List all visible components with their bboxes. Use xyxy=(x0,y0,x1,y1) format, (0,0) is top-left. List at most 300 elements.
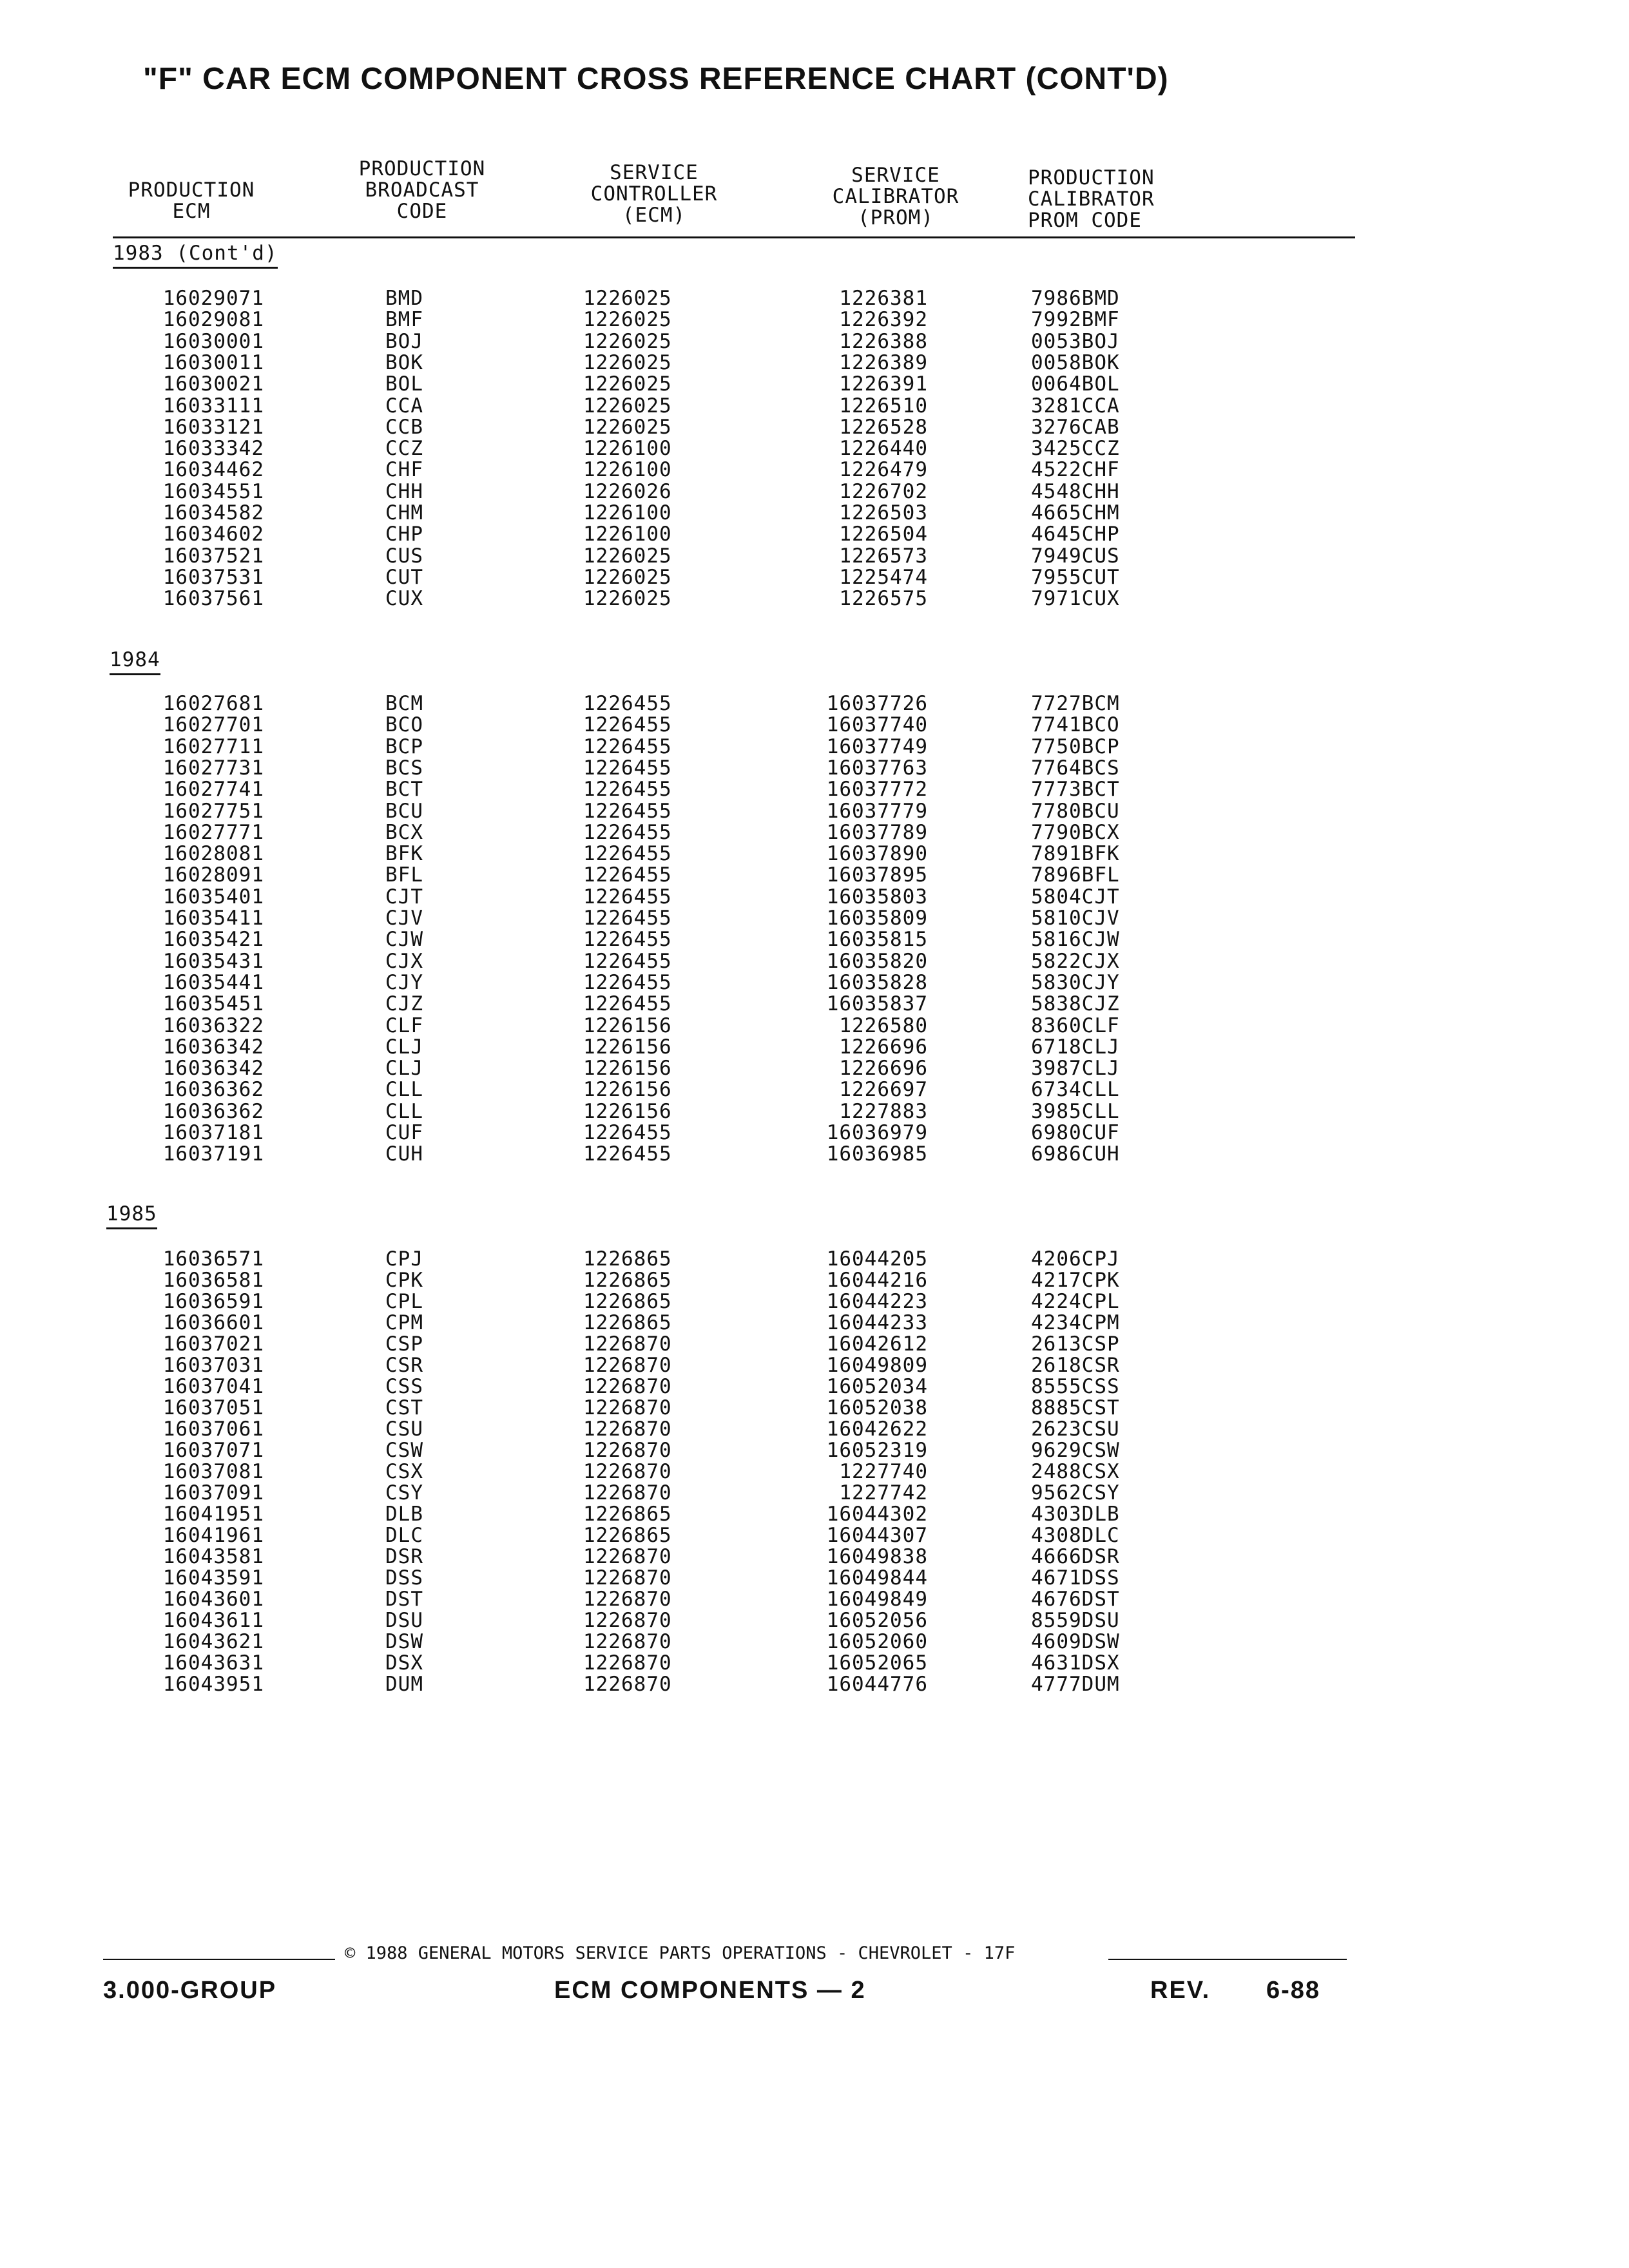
table-row xyxy=(0,309,1629,331)
cell-prom-code: 4548CHH xyxy=(1031,479,1120,503)
cell-prom-code: 4206CPJ xyxy=(1031,1247,1120,1271)
cell-production-ecm: 16037021 xyxy=(162,1332,264,1356)
cell-broadcast-code: BCX xyxy=(385,820,423,844)
cell-service-calibrator: 1226580 xyxy=(839,1014,928,1037)
cell-production-ecm: 16027681 xyxy=(162,692,264,715)
table-row xyxy=(0,1312,1629,1334)
cell-service-calibrator: 1225474 xyxy=(839,565,928,589)
cell-broadcast-code: CSU xyxy=(385,1418,423,1441)
cell-production-ecm: 16028091 xyxy=(162,863,264,887)
cell-broadcast-code: CSY xyxy=(385,1481,423,1504)
table-row xyxy=(0,1079,1629,1100)
cell-service-controller: 1226455 xyxy=(583,842,672,866)
cell-broadcast-code: BOK xyxy=(385,351,423,374)
table-row xyxy=(0,567,1629,588)
cell-service-calibrator: 1227740 xyxy=(839,1460,928,1483)
cell-production-ecm: 16036342 xyxy=(162,1035,264,1059)
cell-service-controller: 1226870 xyxy=(583,1588,672,1611)
cell-broadcast-code: DUM xyxy=(385,1673,423,1696)
table-row xyxy=(0,1610,1629,1631)
cell-production-ecm: 16037041 xyxy=(162,1375,264,1398)
header-prom-code: PRODUCTION CALIBRATOR PROM CODE xyxy=(1028,166,1155,232)
cell-broadcast-code: BCU xyxy=(385,799,423,823)
cell-prom-code: 4308DLC xyxy=(1031,1524,1120,1547)
cell-service-controller: 1226870 xyxy=(583,1460,672,1483)
table-row xyxy=(0,758,1629,779)
cell-service-controller: 1226870 xyxy=(583,1439,672,1462)
cell-prom-code: 7750BCP xyxy=(1031,735,1120,758)
cell-service-controller: 1226025 xyxy=(583,544,672,568)
footer-rule-right xyxy=(1108,1959,1347,1960)
table-row xyxy=(0,1101,1629,1122)
cell-service-controller: 1226455 xyxy=(583,1142,672,1166)
cell-broadcast-code: CJT xyxy=(385,885,423,908)
cell-production-ecm: 16027771 xyxy=(162,820,264,844)
cell-production-ecm: 16035451 xyxy=(162,992,264,1016)
cell-production-ecm: 16033342 xyxy=(162,437,264,461)
cell-service-controller: 1226025 xyxy=(583,394,672,418)
cell-service-calibrator: 16037772 xyxy=(826,778,928,802)
cell-prom-code: 7992BMF xyxy=(1031,308,1120,332)
cell-prom-code: 7741BCO xyxy=(1031,713,1120,737)
cell-broadcast-code: CUT xyxy=(385,565,423,589)
cell-production-ecm: 16036362 xyxy=(162,1078,264,1102)
cell-production-ecm: 16043631 xyxy=(162,1651,264,1675)
cell-service-calibrator: 1226392 xyxy=(839,308,928,332)
cell-service-controller: 1226156 xyxy=(583,1057,672,1081)
cell-prom-code: 3987CLJ xyxy=(1031,1057,1120,1081)
footer-rule-left xyxy=(103,1959,335,1960)
cell-service-controller: 1226865 xyxy=(583,1311,672,1334)
cell-service-calibrator: 1226388 xyxy=(839,329,928,353)
cell-service-controller: 1226025 xyxy=(583,587,672,611)
cell-service-controller: 1226870 xyxy=(583,1418,672,1441)
cell-broadcast-code: CHF xyxy=(385,458,423,482)
cell-service-controller: 1226870 xyxy=(583,1332,672,1356)
page-title: "F" CAR ECM COMPONENT CROSS REFERENCE CHART (CONT'D) xyxy=(143,62,1169,96)
cell-production-ecm: 16037081 xyxy=(162,1460,264,1483)
table-row xyxy=(0,887,1629,908)
cell-production-ecm: 16037091 xyxy=(162,1481,264,1504)
table-row xyxy=(0,779,1629,800)
cell-broadcast-code: CSS xyxy=(385,1375,423,1398)
cell-prom-code: 4609DSW xyxy=(1031,1630,1120,1653)
table-row xyxy=(0,1398,1629,1419)
section-label: 1985 xyxy=(106,1202,157,1225)
section-label: 1984 xyxy=(110,648,160,671)
cell-service-calibrator: 16035837 xyxy=(826,992,928,1016)
cell-production-ecm: 16037071 xyxy=(162,1439,264,1462)
cell-production-ecm: 16043611 xyxy=(162,1609,264,1632)
cell-prom-code: 4217CPK xyxy=(1031,1269,1120,1292)
table-row xyxy=(0,438,1629,459)
cell-broadcast-code: CUH xyxy=(385,1142,423,1166)
cell-production-ecm: 16037531 xyxy=(162,565,264,589)
cell-production-ecm: 16035411 xyxy=(162,907,264,930)
cell-broadcast-code: CSP xyxy=(385,1332,423,1356)
cell-service-calibrator: 16037749 xyxy=(826,735,928,758)
cell-prom-code: 2488CSX xyxy=(1031,1460,1120,1483)
cell-prom-code: 3276CAB xyxy=(1031,415,1120,439)
cell-broadcast-code: CUX xyxy=(385,587,423,611)
cell-prom-code: 2613CSP xyxy=(1031,1332,1120,1356)
cell-service-calibrator: 16052034 xyxy=(826,1375,928,1398)
cell-service-controller: 1226870 xyxy=(583,1566,672,1590)
cell-service-calibrator: 16044776 xyxy=(826,1673,928,1696)
cell-production-ecm: 16043951 xyxy=(162,1673,264,1696)
cell-service-calibrator: 1226575 xyxy=(839,587,928,611)
cell-production-ecm: 16037181 xyxy=(162,1121,264,1144)
cell-production-ecm: 16043621 xyxy=(162,1630,264,1653)
cell-broadcast-code: CJX xyxy=(385,949,423,973)
cell-production-ecm: 16037031 xyxy=(162,1354,264,1377)
cell-prom-code: 5838CJZ xyxy=(1031,992,1120,1016)
cell-service-calibrator: 16052319 xyxy=(826,1439,928,1462)
cell-production-ecm: 16037561 xyxy=(162,587,264,611)
cell-service-calibrator: 1226696 xyxy=(839,1057,928,1081)
cell-service-controller: 1226455 xyxy=(583,799,672,823)
cell-production-ecm: 16030001 xyxy=(162,329,264,353)
cell-broadcast-code: BMF xyxy=(385,308,423,332)
cell-service-controller: 1226455 xyxy=(583,885,672,908)
table-row xyxy=(0,288,1629,309)
table-row xyxy=(0,1419,1629,1440)
cell-service-controller: 1226455 xyxy=(583,949,672,973)
section-label: 1983 (Cont'd) xyxy=(113,242,278,265)
cell-production-ecm: 16043591 xyxy=(162,1566,264,1590)
cell-service-calibrator: 16037789 xyxy=(826,820,928,844)
cell-production-ecm: 16043601 xyxy=(162,1588,264,1611)
table-row xyxy=(0,1037,1629,1058)
cell-prom-code: 8555CSS xyxy=(1031,1375,1120,1398)
cell-production-ecm: 16033111 xyxy=(162,394,264,418)
table-row xyxy=(0,908,1629,929)
table-row xyxy=(0,459,1629,481)
cell-service-controller: 1226025 xyxy=(583,351,672,374)
cell-production-ecm: 16027731 xyxy=(162,756,264,780)
cell-service-calibrator: 16052056 xyxy=(826,1609,928,1632)
cell-broadcast-code: CPK xyxy=(385,1269,423,1292)
cell-service-calibrator: 16035828 xyxy=(826,970,928,994)
cell-prom-code: 0064BOL xyxy=(1031,372,1120,396)
cell-broadcast-code: BOL xyxy=(385,372,423,396)
cell-service-calibrator: 16035803 xyxy=(826,885,928,908)
cell-broadcast-code: DLB xyxy=(385,1503,423,1526)
cell-production-ecm: 16027741 xyxy=(162,778,264,802)
cell-service-controller: 1226455 xyxy=(583,692,672,715)
header-service-controller: SERVICE CONTROLLER (ECM) xyxy=(590,161,718,227)
table-row xyxy=(0,1631,1629,1653)
cell-service-controller: 1226455 xyxy=(583,756,672,780)
cell-production-ecm: 16036581 xyxy=(162,1269,264,1292)
cell-service-controller: 1226025 xyxy=(583,372,672,396)
footer-rev-value: 6-88 xyxy=(1266,1977,1321,2004)
cell-service-calibrator: 16044216 xyxy=(826,1269,928,1292)
cell-production-ecm: 16027711 xyxy=(162,735,264,758)
cell-broadcast-code: CLJ xyxy=(385,1057,423,1081)
cell-prom-code: 4666DSR xyxy=(1031,1545,1120,1568)
cell-production-ecm: 16043581 xyxy=(162,1545,264,1568)
table-row xyxy=(0,715,1629,736)
cell-broadcast-code: DSX xyxy=(385,1651,423,1675)
cell-broadcast-code: BOJ xyxy=(385,329,423,353)
cell-prom-code: 7780BCU xyxy=(1031,799,1120,823)
cell-service-controller: 1226870 xyxy=(583,1609,672,1632)
copyright-notice: © 1988 GENERAL MOTORS SERVICE PARTS OPERATIONS - CHEVROLET - 17F xyxy=(345,1943,1016,1963)
cell-service-calibrator: 16044307 xyxy=(826,1524,928,1547)
cell-broadcast-code: CPM xyxy=(385,1311,423,1334)
cell-service-controller: 1226865 xyxy=(583,1503,672,1526)
cell-prom-code: 3425CCZ xyxy=(1031,437,1120,461)
cell-service-controller: 1226865 xyxy=(583,1269,672,1292)
cell-production-ecm: 16037061 xyxy=(162,1418,264,1441)
cell-prom-code: 7949CUS xyxy=(1031,544,1120,568)
cell-prom-code: 5816CJW xyxy=(1031,928,1120,952)
table-row xyxy=(0,1270,1629,1291)
cell-service-calibrator: 1226440 xyxy=(839,437,928,461)
cell-service-calibrator: 1227742 xyxy=(839,1481,928,1504)
cell-service-calibrator: 16037779 xyxy=(826,799,928,823)
cell-prom-code: 6734CLL xyxy=(1031,1078,1120,1102)
table-row xyxy=(0,1546,1629,1568)
cell-service-calibrator: 16036979 xyxy=(826,1121,928,1144)
table-row xyxy=(0,1376,1629,1398)
cell-service-controller: 1226865 xyxy=(583,1290,672,1313)
cell-service-calibrator: 1226702 xyxy=(839,479,928,503)
cell-service-calibrator: 16044205 xyxy=(826,1247,928,1271)
cell-broadcast-code: DLC xyxy=(385,1524,423,1547)
cell-prom-code: 8559DSU xyxy=(1031,1609,1120,1632)
footer-section: ECM COMPONENTS — 2 xyxy=(554,1977,866,2004)
cell-broadcast-code: BCO xyxy=(385,713,423,737)
cell-broadcast-code: CJY xyxy=(385,970,423,994)
table-row xyxy=(0,972,1629,994)
table-row xyxy=(0,1144,1629,1165)
cell-broadcast-code: CPJ xyxy=(385,1247,423,1271)
table-row xyxy=(0,865,1629,886)
table-row xyxy=(0,994,1629,1015)
cell-production-ecm: 16034602 xyxy=(162,523,264,546)
cell-prom-code: 5804CJT xyxy=(1031,885,1120,908)
cell-production-ecm: 16028081 xyxy=(162,842,264,866)
cell-service-controller: 1226455 xyxy=(583,863,672,887)
cell-service-calibrator: 1226528 xyxy=(839,415,928,439)
cell-production-ecm: 16036591 xyxy=(162,1290,264,1313)
table-row xyxy=(0,588,1629,610)
cell-prom-code: 7790BCX xyxy=(1031,820,1120,844)
cell-broadcast-code: CJW xyxy=(385,928,423,952)
cell-service-calibrator: 1226381 xyxy=(839,287,928,310)
cell-prom-code: 6718CLJ xyxy=(1031,1035,1120,1059)
cell-prom-code: 4303DLB xyxy=(1031,1503,1120,1526)
cell-service-calibrator: 16036985 xyxy=(826,1142,928,1166)
cell-service-controller: 1226025 xyxy=(583,329,672,353)
cell-service-calibrator: 1226504 xyxy=(839,523,928,546)
table-row xyxy=(0,801,1629,822)
cell-service-controller: 1226100 xyxy=(583,458,672,482)
cell-prom-code: 4676DST xyxy=(1031,1588,1120,1611)
cell-production-ecm: 16029071 xyxy=(162,287,264,310)
cell-production-ecm: 16027701 xyxy=(162,713,264,737)
cell-service-controller: 1226870 xyxy=(583,1375,672,1398)
table-row xyxy=(0,1653,1629,1674)
cell-service-controller: 1226100 xyxy=(583,437,672,461)
cell-service-calibrator: 16037726 xyxy=(826,692,928,715)
cell-service-calibrator: 16044233 xyxy=(826,1311,928,1334)
cell-prom-code: 5830CJY xyxy=(1031,970,1120,994)
cell-service-calibrator: 16044302 xyxy=(826,1503,928,1526)
cell-service-controller: 1226870 xyxy=(583,1396,672,1419)
cell-prom-code: 6986CUH xyxy=(1031,1142,1120,1166)
cell-broadcast-code: BCM xyxy=(385,692,423,715)
cell-broadcast-code: CLJ xyxy=(385,1035,423,1059)
header-service-calibrator: SERVICE CALIBRATOR (PROM) xyxy=(832,164,959,229)
table-row xyxy=(0,1504,1629,1525)
cell-service-controller: 1226455 xyxy=(583,992,672,1016)
cell-service-calibrator: 16049849 xyxy=(826,1588,928,1611)
cell-broadcast-code: BFL xyxy=(385,863,423,887)
cell-production-ecm: 16033121 xyxy=(162,415,264,439)
table-row xyxy=(0,1015,1629,1037)
cell-service-controller: 1226100 xyxy=(583,523,672,546)
cell-prom-code: 4671DSS xyxy=(1031,1566,1120,1590)
cell-service-controller: 1226025 xyxy=(583,565,672,589)
cell-service-calibrator: 16052038 xyxy=(826,1396,928,1419)
cell-service-controller: 1226455 xyxy=(583,928,672,952)
cell-production-ecm: 16036362 xyxy=(162,1099,264,1123)
table-row xyxy=(0,1291,1629,1312)
cell-service-calibrator: 16035820 xyxy=(826,949,928,973)
cell-prom-code: 6980CUF xyxy=(1031,1121,1120,1144)
cell-prom-code: 0058BOK xyxy=(1031,351,1120,374)
cell-production-ecm: 16041961 xyxy=(162,1524,264,1547)
cell-service-calibrator: 16049809 xyxy=(826,1354,928,1377)
table-row xyxy=(0,843,1629,865)
cell-prom-code: 4645CHP xyxy=(1031,523,1120,546)
table-row xyxy=(0,1440,1629,1461)
cell-production-ecm: 16037051 xyxy=(162,1396,264,1419)
table-row xyxy=(0,822,1629,843)
cell-service-calibrator: 16049844 xyxy=(826,1566,928,1590)
cell-broadcast-code: CLF xyxy=(385,1014,423,1037)
cell-prom-code: 7891BFK xyxy=(1031,842,1120,866)
cell-service-calibrator: 1226510 xyxy=(839,394,928,418)
table-row xyxy=(0,417,1629,438)
cell-service-controller: 1226870 xyxy=(583,1651,672,1675)
cell-production-ecm: 16029081 xyxy=(162,308,264,332)
header-divider xyxy=(113,236,1355,238)
cell-prom-code: 7986BMD xyxy=(1031,287,1120,310)
cell-production-ecm: 16036571 xyxy=(162,1247,264,1271)
cell-broadcast-code: CSX xyxy=(385,1460,423,1483)
cell-service-controller: 1226455 xyxy=(583,1121,672,1144)
table-row xyxy=(0,546,1629,567)
cell-broadcast-code: DSU xyxy=(385,1609,423,1632)
cell-broadcast-code: BMD xyxy=(385,287,423,310)
cell-broadcast-code: DSW xyxy=(385,1630,423,1653)
cell-broadcast-code: CSW xyxy=(385,1439,423,1462)
cell-broadcast-code: CJV xyxy=(385,907,423,930)
cell-service-calibrator: 16044223 xyxy=(826,1290,928,1313)
cell-service-calibrator: 16049838 xyxy=(826,1545,928,1568)
cell-production-ecm: 16035421 xyxy=(162,928,264,952)
cell-broadcast-code: CCA xyxy=(385,394,423,418)
cell-broadcast-code: CHP xyxy=(385,523,423,546)
cell-prom-code: 9629CSW xyxy=(1031,1439,1120,1462)
cell-service-calibrator: 1226697 xyxy=(839,1078,928,1102)
cell-service-calibrator: 16037890 xyxy=(826,842,928,866)
cell-production-ecm: 16034582 xyxy=(162,501,264,524)
cell-prom-code: 4234CPM xyxy=(1031,1311,1120,1334)
cell-service-controller: 1226156 xyxy=(583,1099,672,1123)
cell-broadcast-code: CHH xyxy=(385,479,423,503)
cell-broadcast-code: CSR xyxy=(385,1354,423,1377)
cell-service-controller: 1226156 xyxy=(583,1078,672,1102)
cell-service-controller: 1226455 xyxy=(583,735,672,758)
cell-production-ecm: 16030011 xyxy=(162,351,264,374)
cell-service-controller: 1226870 xyxy=(583,1354,672,1377)
cell-prom-code: 7727BCM xyxy=(1031,692,1120,715)
cell-broadcast-code: CJZ xyxy=(385,992,423,1016)
table-row xyxy=(0,1122,1629,1144)
cell-service-calibrator: 1227883 xyxy=(839,1099,928,1123)
cell-broadcast-code: DSR xyxy=(385,1545,423,1568)
table-row xyxy=(0,951,1629,972)
cell-broadcast-code: CCB xyxy=(385,415,423,439)
cell-broadcast-code: BCS xyxy=(385,756,423,780)
table-row xyxy=(0,693,1629,715)
cell-service-calibrator: 16037740 xyxy=(826,713,928,737)
cell-service-calibrator: 16042622 xyxy=(826,1418,928,1441)
cell-service-calibrator: 1226696 xyxy=(839,1035,928,1059)
cell-prom-code: 4224CPL xyxy=(1031,1290,1120,1313)
cell-service-controller: 1226026 xyxy=(583,479,672,503)
cell-broadcast-code: CLL xyxy=(385,1099,423,1123)
cell-service-calibrator: 1226479 xyxy=(839,458,928,482)
cell-service-controller: 1226156 xyxy=(583,1035,672,1059)
table-row xyxy=(0,1334,1629,1355)
cell-production-ecm: 16034551 xyxy=(162,479,264,503)
cell-broadcast-code: BCP xyxy=(385,735,423,758)
cell-production-ecm: 16035441 xyxy=(162,970,264,994)
cell-production-ecm: 16030021 xyxy=(162,372,264,396)
cell-prom-code: 2618CSR xyxy=(1031,1354,1120,1377)
cell-production-ecm: 16035431 xyxy=(162,949,264,973)
cell-production-ecm: 16037191 xyxy=(162,1142,264,1166)
cell-service-controller: 1226455 xyxy=(583,820,672,844)
cell-service-controller: 1226865 xyxy=(583,1247,672,1271)
header-broadcast-code: PRODUCTION BROADCAST CODE xyxy=(358,157,486,223)
cell-service-controller: 1226025 xyxy=(583,415,672,439)
cell-service-controller: 1226455 xyxy=(583,970,672,994)
cell-service-calibrator: 16042612 xyxy=(826,1332,928,1356)
cell-service-calibrator: 1226503 xyxy=(839,501,928,524)
cell-service-calibrator: 16052065 xyxy=(826,1651,928,1675)
cell-prom-code: 7896BFL xyxy=(1031,863,1120,887)
table-row xyxy=(0,503,1629,524)
cell-service-calibrator: 16037763 xyxy=(826,756,928,780)
cell-service-controller: 1226865 xyxy=(583,1524,672,1547)
footer-group: 3.000-GROUP xyxy=(103,1977,277,2004)
header-production-ecm: PRODUCTION ECM xyxy=(128,178,255,223)
cell-broadcast-code: CCZ xyxy=(385,437,423,461)
cell-production-ecm: 16037521 xyxy=(162,544,264,568)
cell-service-controller: 1226025 xyxy=(583,308,672,332)
cell-prom-code: 2623CSU xyxy=(1031,1418,1120,1441)
cell-prom-code: 5810CJV xyxy=(1031,907,1120,930)
table-row xyxy=(0,929,1629,950)
table-row xyxy=(0,736,1629,758)
